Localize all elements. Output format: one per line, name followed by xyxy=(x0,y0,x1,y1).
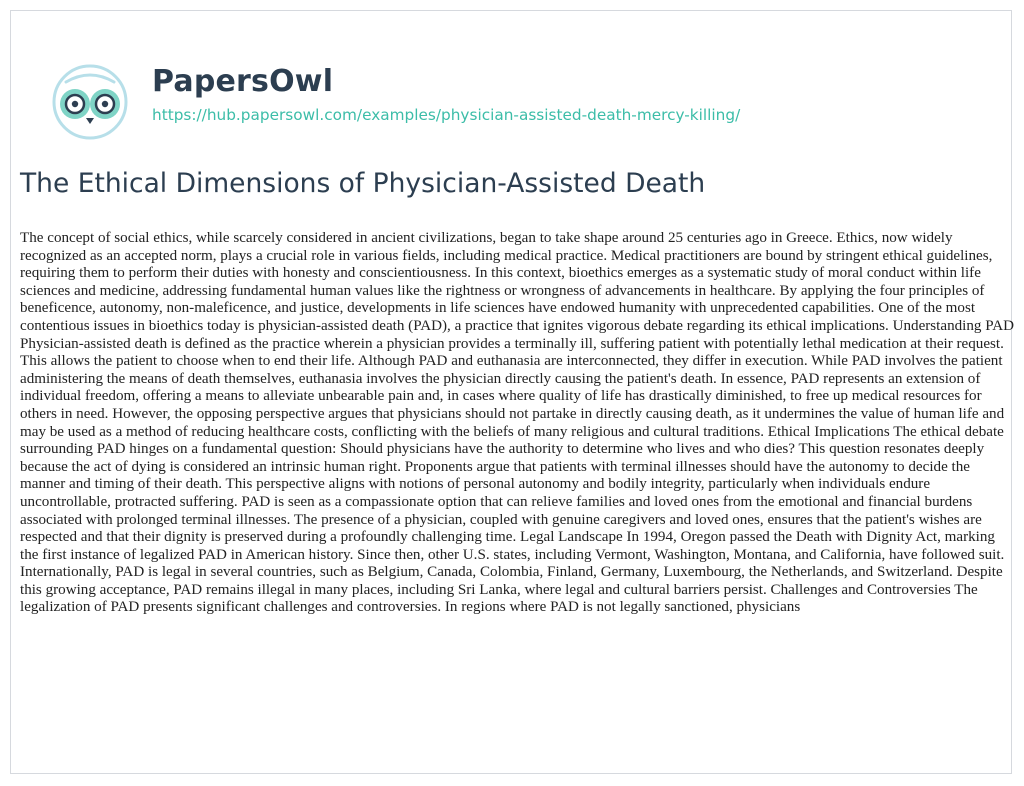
source-url-link[interactable]: https://hub.papersowl.com/examples/physician-assisted-death-mercy-killing/ xyxy=(152,106,741,124)
brand-name[interactable]: PapersOwl xyxy=(152,64,334,99)
article-body-text: The concept of social ethics, while scarcely considered in ancient civilizations, began to take shape around 25 centuries ago in Greece. Ethics, now widely recognized as an accepted norm, plays a crucial role in various fields, including medical practice. Medical practitioners are bound by stringent ethical guidelines, requiring them to perform their duties with honesty and conscientiousness. In this context, bioethics emerges as a systematic study of moral conduct within life sciences and medicine, addressing fundamental human values like the rightness or wrongness of advancements in healthcare. By applying the four principles of beneficence, autonomy, non-maleficence, and justice, developments in life sciences have endowed humanity with unprecedented capabilities. One of the most contentious issues in bioethics today is physician-assisted death (PAD), a practice that ignites vigorous debate regarding its ethical implications. Understanding PAD Physician-assisted death is defined as the practice wherein a physician provides a terminally ill, suffering patient with potentially lethal medication at their request. This allows the patient to choose when to end their life. Although PAD and euthanasia are interconnected, they differ in execution. While PAD involves the patient administering the means of death themselves, euthanasia involves the physician directly causing the patient's death. In essence, PAD represents an extension of individual freedom, offering a means to alleviate unbearable pain and, in cases where quality of life has drastically diminished, to free up medical resources for others in need. However, the opposing perspective argues that physicians should not partake in directly causing death, as it undermines the value of human life and may be used as a method of reducing healthcare costs, conflicting with the beliefs of many religious and cultural traditions. Ethical Implications The ethical debate surrounding PAD hinges on a fundamental question: Should physicians have the authority to determine who lives and who dies? This question resonates deeply because the act of dying is considered an intrinsic human right. Proponents argue that patients with terminal illnesses should have the autonomy to decide the manner and timing of their death. This perspective aligns with notions of personal autonomy and bodily integrity, particularly when individuals endure uncontrollable, protracted suffering. PAD is seen as a compassionate option that can relieve families and loved ones from the emotional and financial burdens associated with prolonged terminal illnesses. The presence of a physician, coupled with genuine caregivers and loved ones, ensures that the patient's wishes are respected and that their dignity is preserved during a profoundly challenging time. Legal Landscape In 1994, Oregon passed the Death with Dignity Act, marking the first instance of legalized PAD in American history. Since then, other U.S. states, including Vermont, Washington, Montana, and California, have followed suit. Internationally, PAD is legal in several countries, such as Belgium, Canada, Colombia, Finland, Germany, Luxembourg, the Netherlands, and Switzerland. Despite this growing acceptance, PAD remains illegal in many places, including Sri Lanka, where legal and cultural barriers persist. Challenges and Controversies The legalization of PAD presents significant challenges and controversies. In regions where PAD is not legally sanctioned, physicians xyxy=(20,230,1015,616)
page-title: The Ethical Dimensions of Physician-Assisted Death xyxy=(20,168,706,199)
owl-eyes-logo-icon[interactable] xyxy=(44,62,136,140)
